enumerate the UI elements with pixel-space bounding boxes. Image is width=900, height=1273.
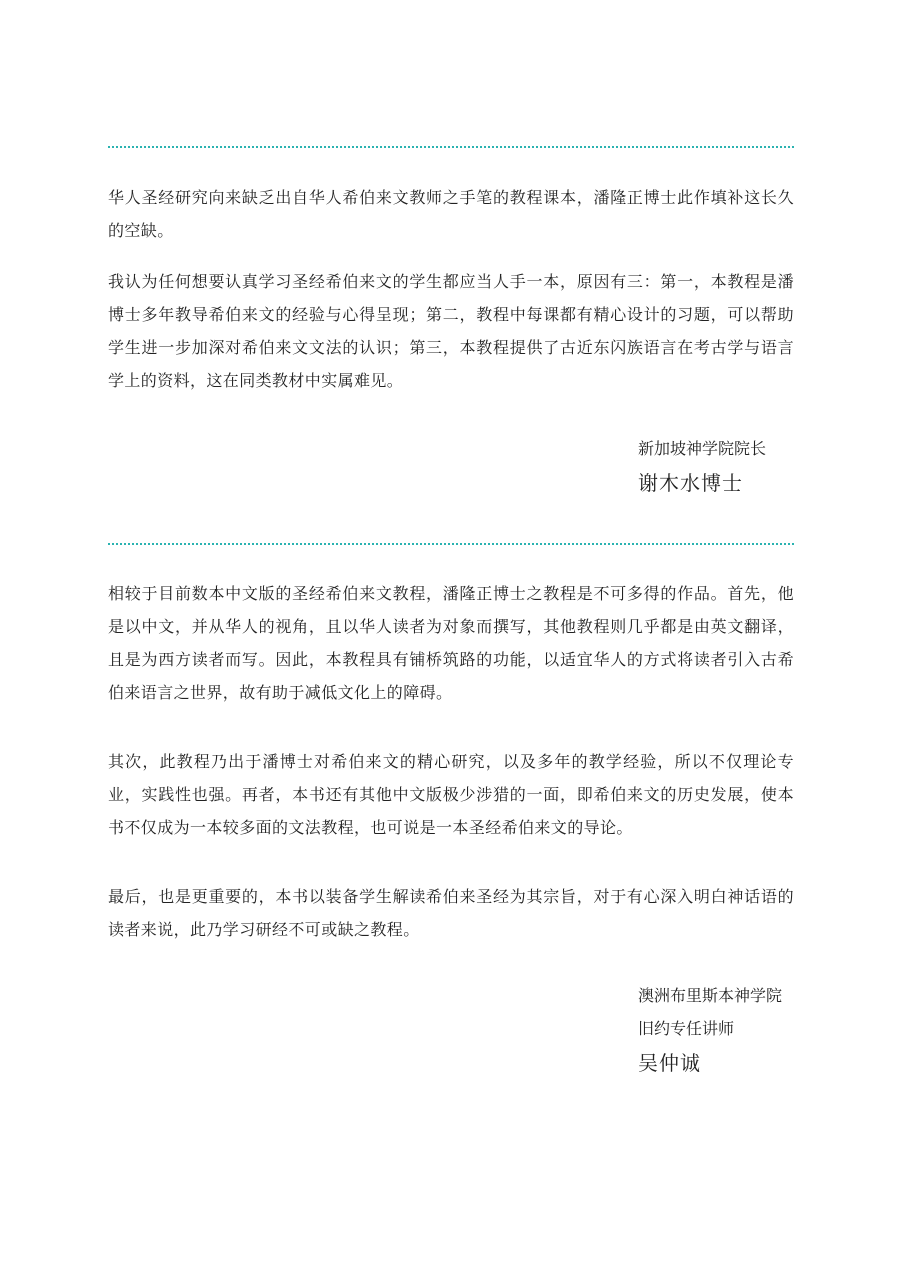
endorsement-1	[108, 181, 794, 397]
endorsement-1-paragraph-2: 我认为任何想要认真学习圣经希伯来文的学生都应当人手一本，原因有三：第一，本教程是潘博士多年教导希伯来文的经验与心得呈现；第二，教程中每课都有精心设计的习题，可以帮助学生进一步加深对希伯来文文法的认识；第三，本教程提供了古近东闪族语言在考古学与语言学上的资料，这在同类教材中实属难见。	[108, 272, 794, 390]
middle-divider	[108, 543, 794, 545]
signature-title: 旧约专任讲师	[638, 1019, 735, 1038]
endorsement-2-signature	[638, 979, 838, 1081]
top-divider	[108, 146, 794, 148]
signature-institution: 澳洲布里斯本神学院	[638, 986, 783, 1005]
endorsement-2-paragraph-3: 最后，也是更重要的，本书以装备学生解读希伯来圣经为其宗旨，对于有心深入明白神话语的读者来说，此乃学习研经不可或缺之教程。	[108, 887, 794, 939]
endorsement-1-paragraph-1: 华人圣经研究向来缺乏出自华人希伯来文教师之手笔的教程课本，潘隆正博士此作填补这长久的空缺。	[108, 188, 794, 240]
endorsement-2	[108, 577, 794, 946]
signature-title: 新加坡神学院院长	[638, 439, 767, 458]
signature-name: 谢木水博士	[638, 471, 743, 495]
endorsement-2-paragraph-1: 相较于目前数本中文版的圣经希伯来文教程，潘隆正博士之教程是不可多得的作品。首先，他是以中文，并从华人的视角，且以华人读者为对象而撰写，其他教程则几乎都是由英文翻译，且是为西方读者而写。因此，本教程具有铺桥筑路的功能，以适宜华人的方式将读者引入古希伯来语言之世界，故有助于减低文化上的障碍。	[108, 584, 794, 702]
endorsement-2-paragraph-2: 其次，此教程乃出于潘博士对希伯来文的精心研究，以及多年的教学经验，所以不仅理论专业，实践性也强。再者，本书还有其他中文版极少涉猎的一面，即希伯来文的历史发展，使本书不仅成为一本较多面的文法教程，也可说是一本圣经希伯来文的导论。	[108, 752, 794, 837]
signature-name: 吴仲诚	[638, 1051, 701, 1075]
endorsement-1-signature	[638, 432, 838, 501]
